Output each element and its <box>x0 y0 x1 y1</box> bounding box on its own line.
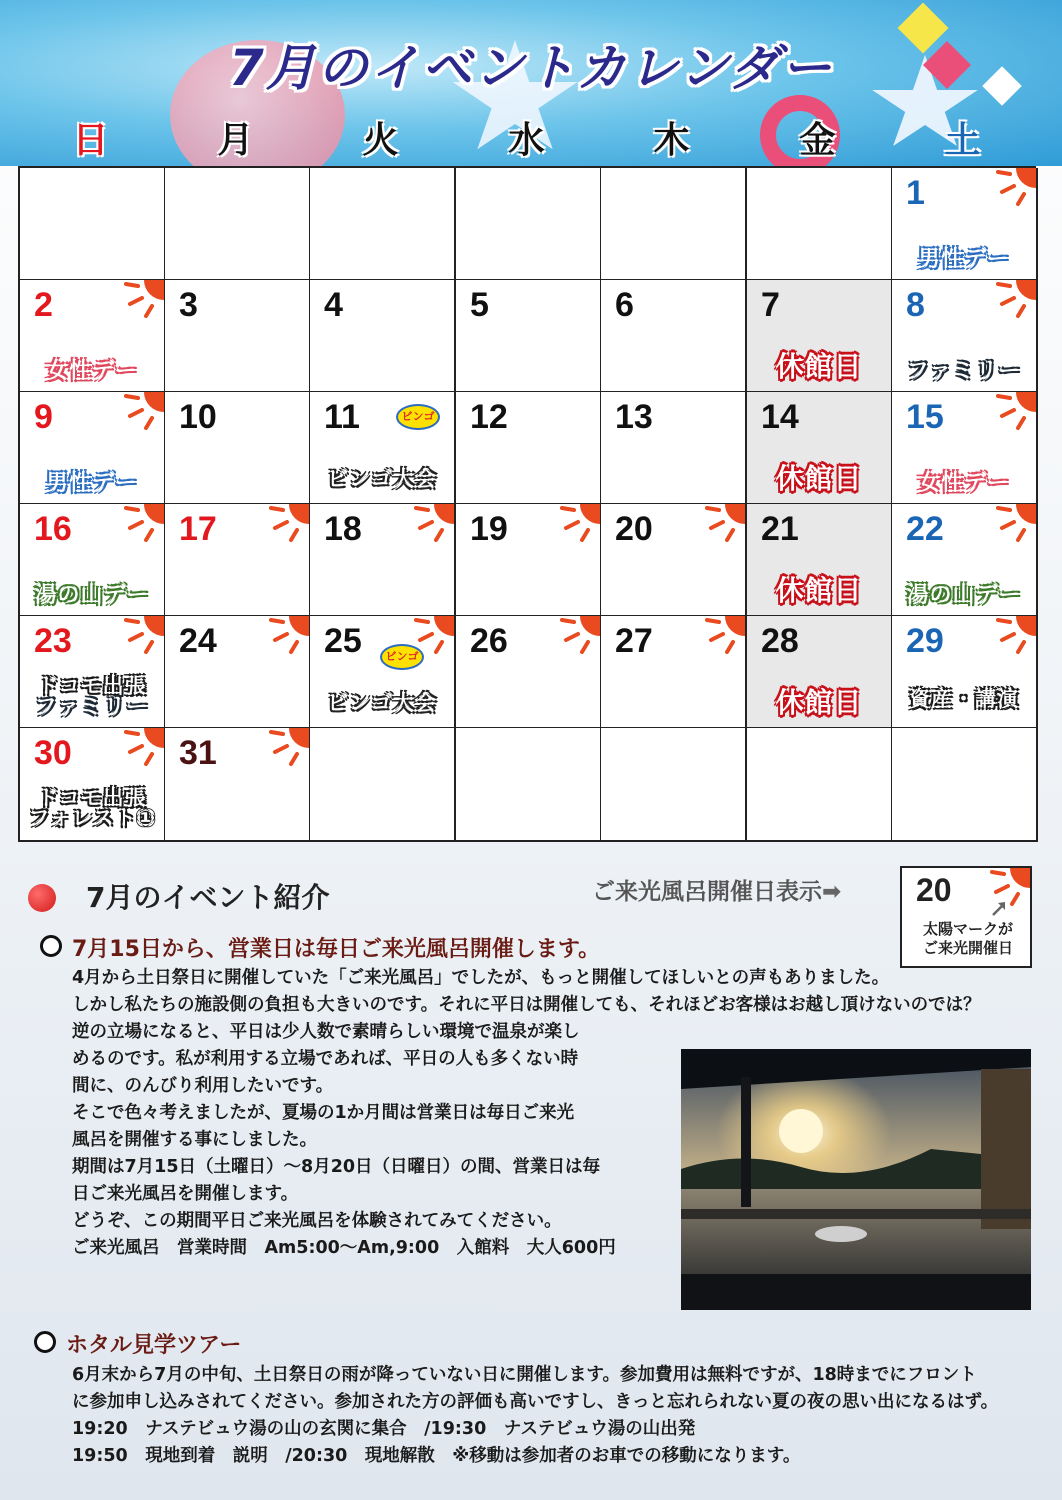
event-label-closed: 休館日 <box>775 350 863 383</box>
calendar-cell-empty <box>747 728 893 842</box>
sun-icon <box>112 728 164 768</box>
day-number: 24 <box>179 622 217 660</box>
day-number: 21 <box>761 510 799 548</box>
body-line: そこで色々考えましたが、夏場の1か月間は営業日は毎日ご来光 <box>72 1103 575 1123</box>
sun-icon <box>984 616 1036 656</box>
calendar-grid <box>18 166 1036 842</box>
body-line: ご来光風呂 営業時間 Am5:00～Am,9:00 入館料 大人600円 <box>72 1238 616 1258</box>
event-label-women-day: 女性デー <box>917 471 1010 496</box>
day-number: 27 <box>615 622 653 660</box>
day-number: 22 <box>906 510 944 548</box>
event-label-women-day: 女性デー <box>45 359 138 384</box>
day-number: 5 <box>470 286 489 324</box>
event-label-forest: フォレスト① <box>28 806 156 830</box>
sun-icon <box>112 504 164 544</box>
section2-title: ホタル見学ツアー <box>66 1333 242 1358</box>
event-label-men-day: 男性デー <box>917 247 1010 272</box>
day-number: 6 <box>615 286 634 324</box>
calendar-cell-day-10 <box>165 392 311 505</box>
circle-bullet-icon <box>40 935 62 957</box>
body-line: 6月末から7月の中旬、土日祭日の雨が降っていない日に開催します。参加費用は無料ですが、18時までにフロント <box>72 1365 977 1385</box>
event-label-closed: 休館日 <box>775 462 863 495</box>
day-number: 1 <box>906 174 925 212</box>
legend-label: ご来光風呂開催日表示 <box>592 879 822 905</box>
weekday-saturday: 土 <box>944 120 981 161</box>
calendar-cell-day-2 <box>20 280 166 393</box>
arrow-up-right-icon <box>990 900 1008 918</box>
calendar-cell-day-31 <box>165 728 311 842</box>
event-label-family: ファミリー <box>34 695 150 720</box>
event-label-docomo: ドコモ出張 <box>37 674 147 698</box>
calendar-cell-day-9 <box>20 392 166 505</box>
calendar-cell-empty <box>456 168 602 281</box>
legend-description-line: 太陽マークが <box>922 920 1013 938</box>
red-dot-icon <box>28 884 56 912</box>
day-number: 14 <box>761 398 799 436</box>
calendar-cell-day-7 <box>747 280 893 393</box>
sun-icon <box>257 504 309 544</box>
calendar-cell-day-1 <box>892 168 1038 281</box>
calendar-cell-day-6 <box>601 280 747 393</box>
weekday-friday: 金 <box>799 120 836 161</box>
sun-icon <box>984 392 1036 432</box>
weekday-wednesday: 水 <box>508 120 545 161</box>
day-number: 29 <box>906 622 944 660</box>
day-number: 10 <box>179 398 217 436</box>
calendar-cell-empty <box>892 728 1038 842</box>
calendar-cell-day-11 <box>310 392 456 505</box>
body-line: 19:20 ナステビュウ湯の山の玄関に集合 /19:30 ナステビュウ湯の山出発 <box>72 1419 696 1439</box>
header-banner <box>0 0 1062 166</box>
sun-icon <box>112 280 164 320</box>
calendar-cell-day-21 <box>747 504 893 617</box>
event-label-lecture: 資産・講演 <box>909 687 1019 711</box>
day-number: 26 <box>470 622 508 660</box>
calendar-cell-day-5 <box>456 280 602 393</box>
sun-icon <box>984 168 1036 208</box>
body-line: に参加申し込みされてください。参加された方の評価も高いですし、きっと忘れられない夏の夜の思い出になるはず。 <box>72 1392 999 1412</box>
calendar-cell-empty <box>20 168 166 281</box>
calendar-cell-empty <box>310 168 456 281</box>
event-label-yunoyama-day: 湯の山デー <box>34 583 150 608</box>
calendar-cell-empty <box>747 168 893 281</box>
sun-icon <box>402 504 454 544</box>
calendar-cell-day-27 <box>601 616 747 729</box>
calendar-cell-empty <box>601 168 747 281</box>
day-number: 30 <box>34 734 72 772</box>
weekday-monday: 月 <box>217 120 254 161</box>
day-number: 31 <box>179 734 217 772</box>
calendar-cell-day-22 <box>892 504 1038 617</box>
calendar-cell-day-13 <box>601 392 747 505</box>
sun-icon <box>257 616 309 656</box>
body-line: どうぞ、この期間平日ご来光風呂を体験されてみてください。 <box>72 1211 562 1231</box>
calendar-cell-day-15 <box>892 392 1038 505</box>
calendar-cell-day-20 <box>601 504 747 617</box>
body-line: 日ご来光風呂を開催します。 <box>72 1184 299 1204</box>
sun-icon <box>984 504 1036 544</box>
calendar-cell-day-23 <box>20 616 166 729</box>
calendar-cell-day-19 <box>456 504 602 617</box>
legend-description-line: ご来光開催日 <box>922 939 1013 957</box>
body-line: 期間は7月15日（土曜日）～8月20日（日曜日）の間、営業日は毎 <box>72 1157 601 1177</box>
event-label-docomo: ドコモ出張 <box>37 786 147 810</box>
day-number: 7 <box>761 286 780 324</box>
section2-body <box>72 1362 998 1470</box>
calendar-cell-day-26 <box>456 616 602 729</box>
weekday-tuesday: 火 <box>362 120 399 161</box>
calendar-cell-day-16 <box>20 504 166 617</box>
event-label-bingo: ビンゴ大会 <box>327 691 437 715</box>
calendar-cell-day-30 <box>20 728 166 842</box>
body-line: 19:50 現地到着 説明 /20:30 現地解散 ※移動は参加者のお車での移動になります。 <box>72 1446 801 1466</box>
calendar-cell-empty <box>310 728 456 842</box>
day-number: 8 <box>906 286 925 324</box>
event-label-closed: 休館日 <box>775 574 863 607</box>
calendar-cell-day-29 <box>892 616 1038 729</box>
section-heading: 7月のイベント紹介 <box>86 881 330 914</box>
legend-text <box>592 873 841 906</box>
body-line: 逆の立場になると、平日は少人数で素晴らしい環境で温泉が楽し <box>72 1022 580 1042</box>
sun-icon <box>548 616 600 656</box>
event-label-yunoyama-day: 湯の山デー <box>906 583 1022 608</box>
sun-icon <box>693 616 745 656</box>
legend-box <box>900 866 1032 968</box>
event-label-family: ファミリー <box>906 359 1022 384</box>
day-number: 16 <box>34 510 72 548</box>
bingo-badge-icon: ビンゴ <box>396 404 440 430</box>
day-number: 9 <box>34 398 53 436</box>
body-line: しかし私たちの施設側の負担も大きいのです。それに平日は開催しても、それほどお客様はお越し頂けないのでは？ <box>72 995 981 1015</box>
sun-icon <box>693 504 745 544</box>
calendar-cell-day-18 <box>310 504 456 617</box>
weekday-thursday: 木 <box>653 120 690 161</box>
calendar-cell-day-4 <box>310 280 456 393</box>
bingo-badge-icon: ビンゴ <box>380 644 424 670</box>
day-number: 15 <box>906 398 944 436</box>
sun-icon <box>548 504 600 544</box>
calendar-cell-day-3 <box>165 280 311 393</box>
day-number: 11 <box>324 398 360 436</box>
event-label-men-day: 男性デー <box>45 471 138 496</box>
calendar-cell-day-8 <box>892 280 1038 393</box>
calendar-cell-day-24 <box>165 616 311 729</box>
body-line: 4月から土日祭日に開催していた「ご来光風呂」でしたが、もっと開催してほしいとの声もありました。 <box>72 968 890 988</box>
calendar-cell-empty <box>456 728 602 842</box>
sun-icon <box>112 616 164 656</box>
day-number: 2 <box>34 286 53 324</box>
page-title: 7月のイベントカレンダー <box>228 39 834 97</box>
sun-icon <box>984 280 1036 320</box>
body-line: 風呂を開催する事にしました。 <box>72 1130 317 1150</box>
day-number: 25 <box>324 622 362 660</box>
calendar-cell-day-28 <box>747 616 893 729</box>
day-number: 20 <box>615 510 653 548</box>
arrow-right-icon: ➡ <box>822 879 842 905</box>
legend-sample-day: 20 <box>916 872 952 908</box>
open-air-bath-photo <box>681 1049 1031 1310</box>
body-line: 間に、のんびり利用したいです。 <box>72 1076 334 1096</box>
section1-title: 7月15日から、営業日は毎日ご来光風呂開催します。 <box>72 937 601 962</box>
day-number: 23 <box>34 622 72 660</box>
day-number: 13 <box>615 398 653 436</box>
legend-description <box>910 920 1026 958</box>
circle-bullet-icon <box>34 1331 56 1353</box>
calendar-cell-day-17 <box>165 504 311 617</box>
day-number: 4 <box>324 286 343 324</box>
day-number: 19 <box>470 510 508 548</box>
day-number: 17 <box>179 510 217 548</box>
calendar-cell-empty <box>601 728 747 842</box>
calendar-cell-day-14 <box>747 392 893 505</box>
body-line: めるのです。私が利用する立場であれば、平日の人も多くない時 <box>72 1049 579 1069</box>
calendar-cell-day-25 <box>310 616 456 729</box>
weekday-sunday: 日 <box>72 120 109 161</box>
sun-icon <box>112 392 164 432</box>
sun-icon <box>257 728 309 768</box>
calendar-cell-day-12 <box>456 392 602 505</box>
event-label-bingo: ビンゴ大会 <box>327 467 437 491</box>
event-label-closed: 休館日 <box>775 686 863 719</box>
day-number: 28 <box>761 622 799 660</box>
day-number: 12 <box>470 398 508 436</box>
day-number: 18 <box>324 510 362 548</box>
day-number: 3 <box>179 286 198 324</box>
calendar-cell-empty <box>165 168 311 281</box>
weekday-header <box>18 112 1036 164</box>
